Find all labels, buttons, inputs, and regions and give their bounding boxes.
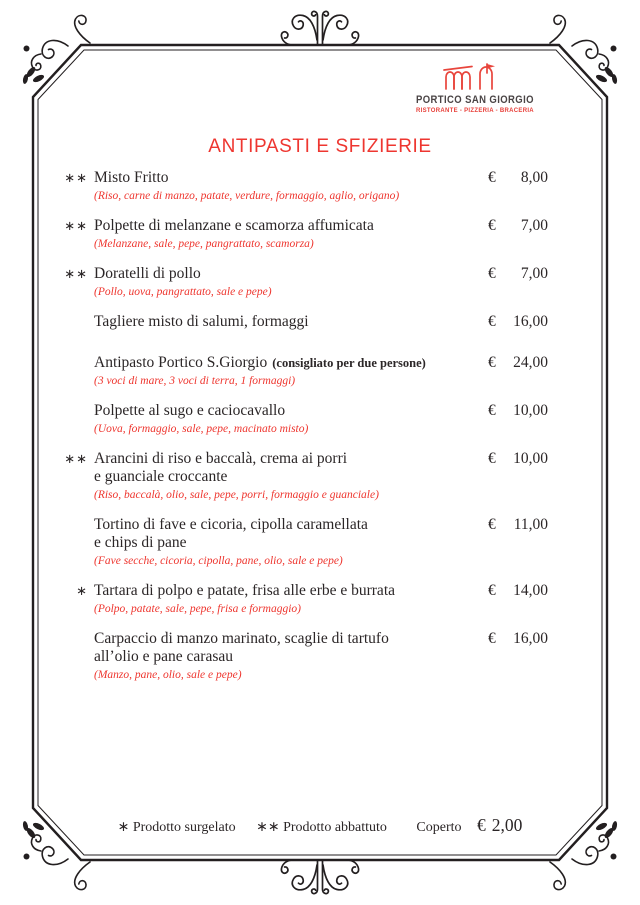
top-right-flourish [550,15,618,84]
menu-item [64,450,548,502]
legend-blast-chilled: ∗∗ Prodotto abbattuto [256,820,387,835]
item-name: Tagliere misto di salumi, formaggi [94,313,309,330]
price-value: 16,00 [513,313,548,330]
euro-sign: € [488,313,496,330]
item-name: Arancini di riso e baccalà, crema ai porri [94,450,348,467]
portico-arches-icon [441,62,499,92]
legend-footer [0,815,640,836]
item-name: Tartara di polpo e patate, frisa alle erbe e burrata [94,582,396,599]
menu-item [64,402,548,436]
euro-sign: € [488,516,496,533]
menu-item-list [64,169,548,696]
item-note: (consigliato per due persone) [272,356,426,370]
menu-item [64,217,548,251]
euro-sign: € [488,450,496,467]
item-description: (Polpo, patate, sale, pepe, frisa e formaggio) [94,603,301,615]
restaurant-tagline: RISTORANTE - PIZZERIA - BRACERIA [416,108,534,114]
item-description: (3 voci di mare, 3 voci di terra, 1 formaggi) [94,375,296,387]
coperto-price [477,815,522,835]
euro-sign: € [488,169,496,186]
price-value: 14,00 [513,582,548,599]
price-value: 10,00 [513,450,548,467]
euro-sign: € [488,354,496,371]
menu-item [64,354,548,388]
price-value: 24,00 [513,354,548,371]
menu-item [64,630,548,682]
item-stars: ∗∗ [64,266,88,281]
euro-sign: € [488,402,496,419]
item-description: (Riso, baccalà, olio, sale, pepe, porri, formaggio e guanciale) [94,489,379,501]
item-name: Tortino di fave e cicoria, cipolla caramellata [94,516,368,533]
restaurant-logo [416,62,534,114]
item-name-line2: all’olio e pane carasau [94,648,233,665]
item-stars: ∗∗ [64,170,88,185]
price-value: 16,00 [513,630,548,647]
item-description: (Pollo, uova, pangrattato, sale e pepe) [94,286,272,298]
item-stars: ∗∗ [64,218,88,233]
item-name: Carpaccio di manzo marinato, scaglie di tartufo [94,630,389,647]
item-name: Doratelli di pollo [94,265,201,282]
legend-frozen: ∗ Prodotto surgelato [117,820,236,835]
page-title: ANTIPASTI E SFIZIERIE [208,136,432,157]
item-description: (Uova, formaggio, sale, pepe, macinato misto) [94,423,309,435]
restaurant-name: PORTICO SAN GIORGIO [416,94,534,107]
item-description: (Fave secche, cicoria, cipolla, pane, olio, sale e pepe) [94,555,343,567]
item-name: Misto Fritto [94,169,169,186]
price-value: 7,00 [520,265,548,282]
menu-item [64,516,548,568]
item-name: Polpette di melanzane e scamorza affumicata [94,217,374,234]
menu-item [64,265,548,299]
item-description: (Riso, carne di manzo, patate, verdure, formaggio, aglio, origano) [94,190,400,202]
top-center-scroll-ornament [281,11,358,45]
euro-sign: € [488,217,496,234]
item-name: Antipasto Portico S.Giorgio [94,354,268,371]
item-description: (Melanzane, sale, pepe, pangrattato, scamorza) [94,238,314,250]
coperto-label: Coperto [416,820,462,835]
euro-sign: € [477,815,486,835]
menu-item [64,169,548,203]
price-value: 8,00 [520,169,548,186]
bottom-center-scroll-ornament [281,860,358,894]
euro-sign: € [488,630,496,647]
coperto-price-value: 2,00 [491,815,523,835]
item-name-line2: e guanciale croccante [94,468,228,485]
item-stars: ∗ [76,583,88,598]
item-name-line2: e chips di pane [94,534,187,551]
price-value: 7,00 [520,217,548,234]
item-stars: ∗∗ [64,451,88,466]
item-name: Polpette al sugo e caciocavallo [94,402,286,419]
price-value: 11,00 [513,516,548,533]
price-value: 10,00 [513,402,548,419]
euro-sign: € [488,582,496,599]
euro-sign: € [488,265,496,282]
top-left-flourish [22,15,90,84]
menu-item [64,582,548,616]
item-description: (Manzo, pane, olio, sale e pepe) [94,669,242,681]
menu-item [64,313,548,333]
